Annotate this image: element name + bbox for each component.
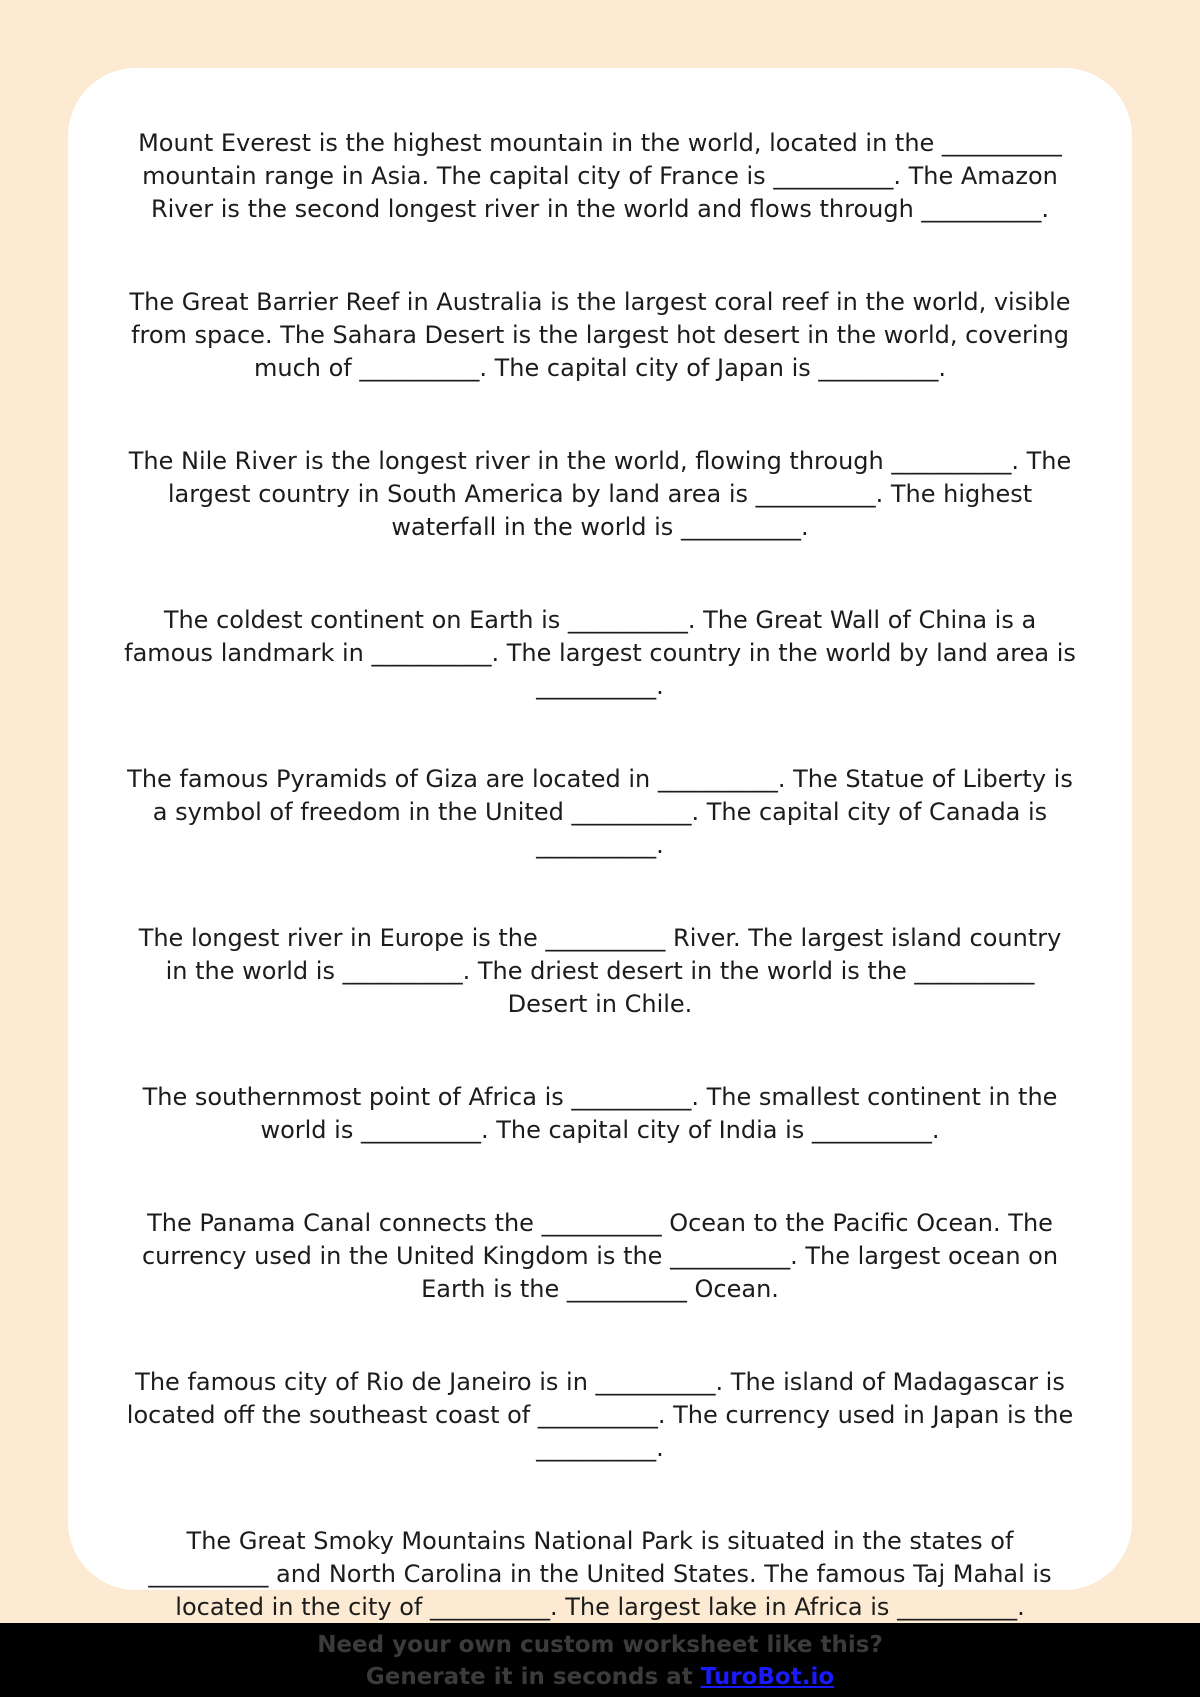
question-paragraph-6: The longest river in Europe is the __________ River. The largest island country in the world is __________. The driest desert in the world is the __________ Desert in Chile.: [138, 924, 1062, 1018]
question-paragraph-9: The famous city of Rio de Janeiro is in __________. The island of Madagascar is located off the southeast coast of __________. The currency used in Japan is the __________.: [126, 1368, 1074, 1462]
worksheet-card: [68, 68, 1132, 1621]
question-paragraph-4: The coldest continent on Earth is __________. The Great Wall of China is a famous landmark in __________. The largest country in the world by land area is __________.: [124, 606, 1076, 700]
question-paragraph-3: The Nile River is the longest river in the world, flowing through __________. The largest country in South America by land area is __________. The highest waterfall in the world is __________.: [128, 447, 1072, 541]
turobot-link[interactable]: TuroBot.io: [700, 1664, 835, 1690]
promo-footer: [0, 1623, 1200, 1697]
question-paragraph-2: The Great Barrier Reef in Australia is the largest coral reef in the world, visible from space. The Sahara Desert is the largest hot desert in the world, covering much of __________. The capital city of Japan is __________.: [129, 288, 1071, 382]
question-paragraph-7: The southernmost point of Africa is __________. The smallest continent in the world is __________. The capital city of India is __________.: [142, 1083, 1058, 1144]
question-paragraph-5: The famous Pyramids of Giza are located in __________. The Statue of Liberty is a symbol of freedom in the United __________. The capital city of Canada is __________.: [127, 765, 1073, 859]
question-paragraph-8: The Panama Canal connects the __________ Ocean to the Pacific Ocean. The currency used in the United Kingdom is the __________. The largest ocean on Earth is the __________ Ocean.: [141, 1209, 1059, 1303]
footer-line-2: [0, 1661, 1200, 1693]
question-paragraph-10: The Great Smoky Mountains National Park is situated in the states of __________ and North Carolina in the United States. The famous Taj Mahal is located in the city of __________. The largest lake in Africa is __________.: [148, 1527, 1052, 1621]
question-paragraph-1: Mount Everest is the highest mountain in the world, located in the __________ mountain range in Asia. The capital city of France is __________. The Amazon River is the second longest river in the world and flows through __________.: [138, 129, 1062, 223]
footer-line-1: Need your own custom worksheet like this?: [317, 1632, 883, 1658]
footer-line-2-prefix: Generate it in seconds at: [365, 1664, 701, 1690]
